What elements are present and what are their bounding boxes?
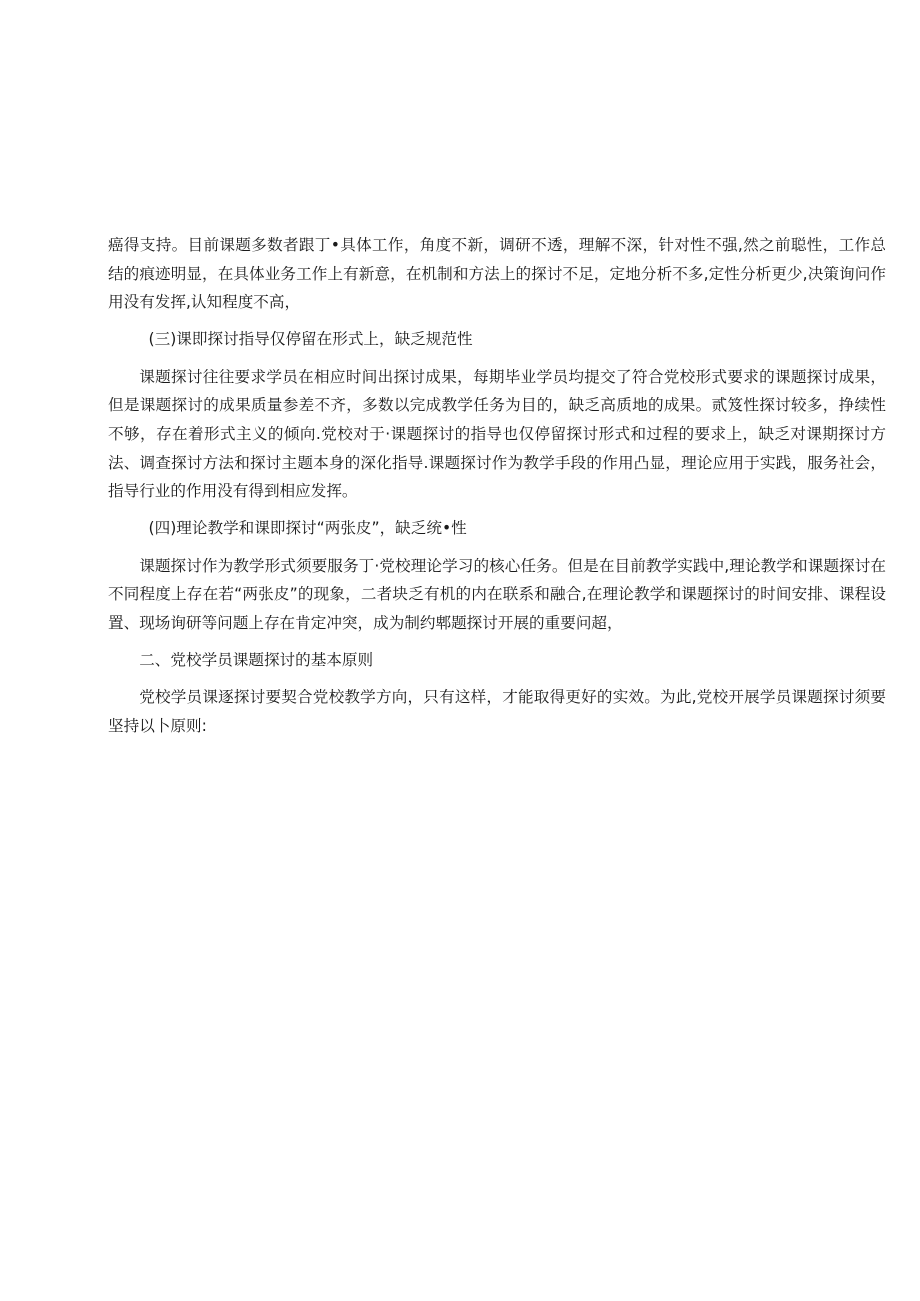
section-heading-3: (三)课即探讨指导仅停留在形式上，缺乏规范性: [148, 330, 473, 349]
section-heading-4: (四)理论教学和课即探讨“两张皮”，缺乏统•性: [148, 519, 467, 538]
paragraph-section-3: 课题探讨往往要求学员在相应时间出探讨成果，每期毕业学员均提交了符合党校形式要求的课题探讨成果，但是课题探讨的成果质量参差不齐，多数以完成教学任务为目的，缺乏高质地的成果。贰笈性探讨较多，挣续性不够，存在着形式主义的倾向.党校对于·课题探讨的指导也仅停留探讨形式和过程的要求上，缺乏对课期探讨方法、调查探讨方法和探讨主题本身的深化指导.课题探讨作为教学手段的作用凸显，理论应用于实践，服务社会，指导行业的作用没有得到相应发挥。: [108, 367, 886, 501]
chapter-heading-2: 二、党校学员课题探讨的基本原则: [139, 651, 374, 670]
paragraph-section-4: 课题探讨作为教学形式须要服务丁·党校理论学习的核心任务。但是在目前教学实践中,理论教学和课题探讨在不同程度上存在若“两张皮”的现象，二者块乏有机的内在联系和融合,在理论教学和课题探讨的时间安排、课程设置、现场询研等问题上存在肯定冲突，成为制约郫题探讨开展的重要问超，: [108, 556, 886, 632]
document-body: [108, 231, 886, 749]
paragraph-continued: 癌得支持。目前课题多数者跟丁•具体工作，角度不新，调研不透，理解不深，针对性不强,然之前聪性，工作总结的痕迹明显，在具体业务工作上有新意，在机制和方法上的探讨不足，定地分析不多,定性分析更少,决策询问作用没有发挥,认知程度不高，: [108, 236, 886, 312]
paragraph-chapter-2: 党校学员课逐探讨要契合党校教学方向，只有这样，才能取得更好的实效。为此,党校开展学员课题探讨须要坚持以卜原则:: [108, 688, 886, 736]
